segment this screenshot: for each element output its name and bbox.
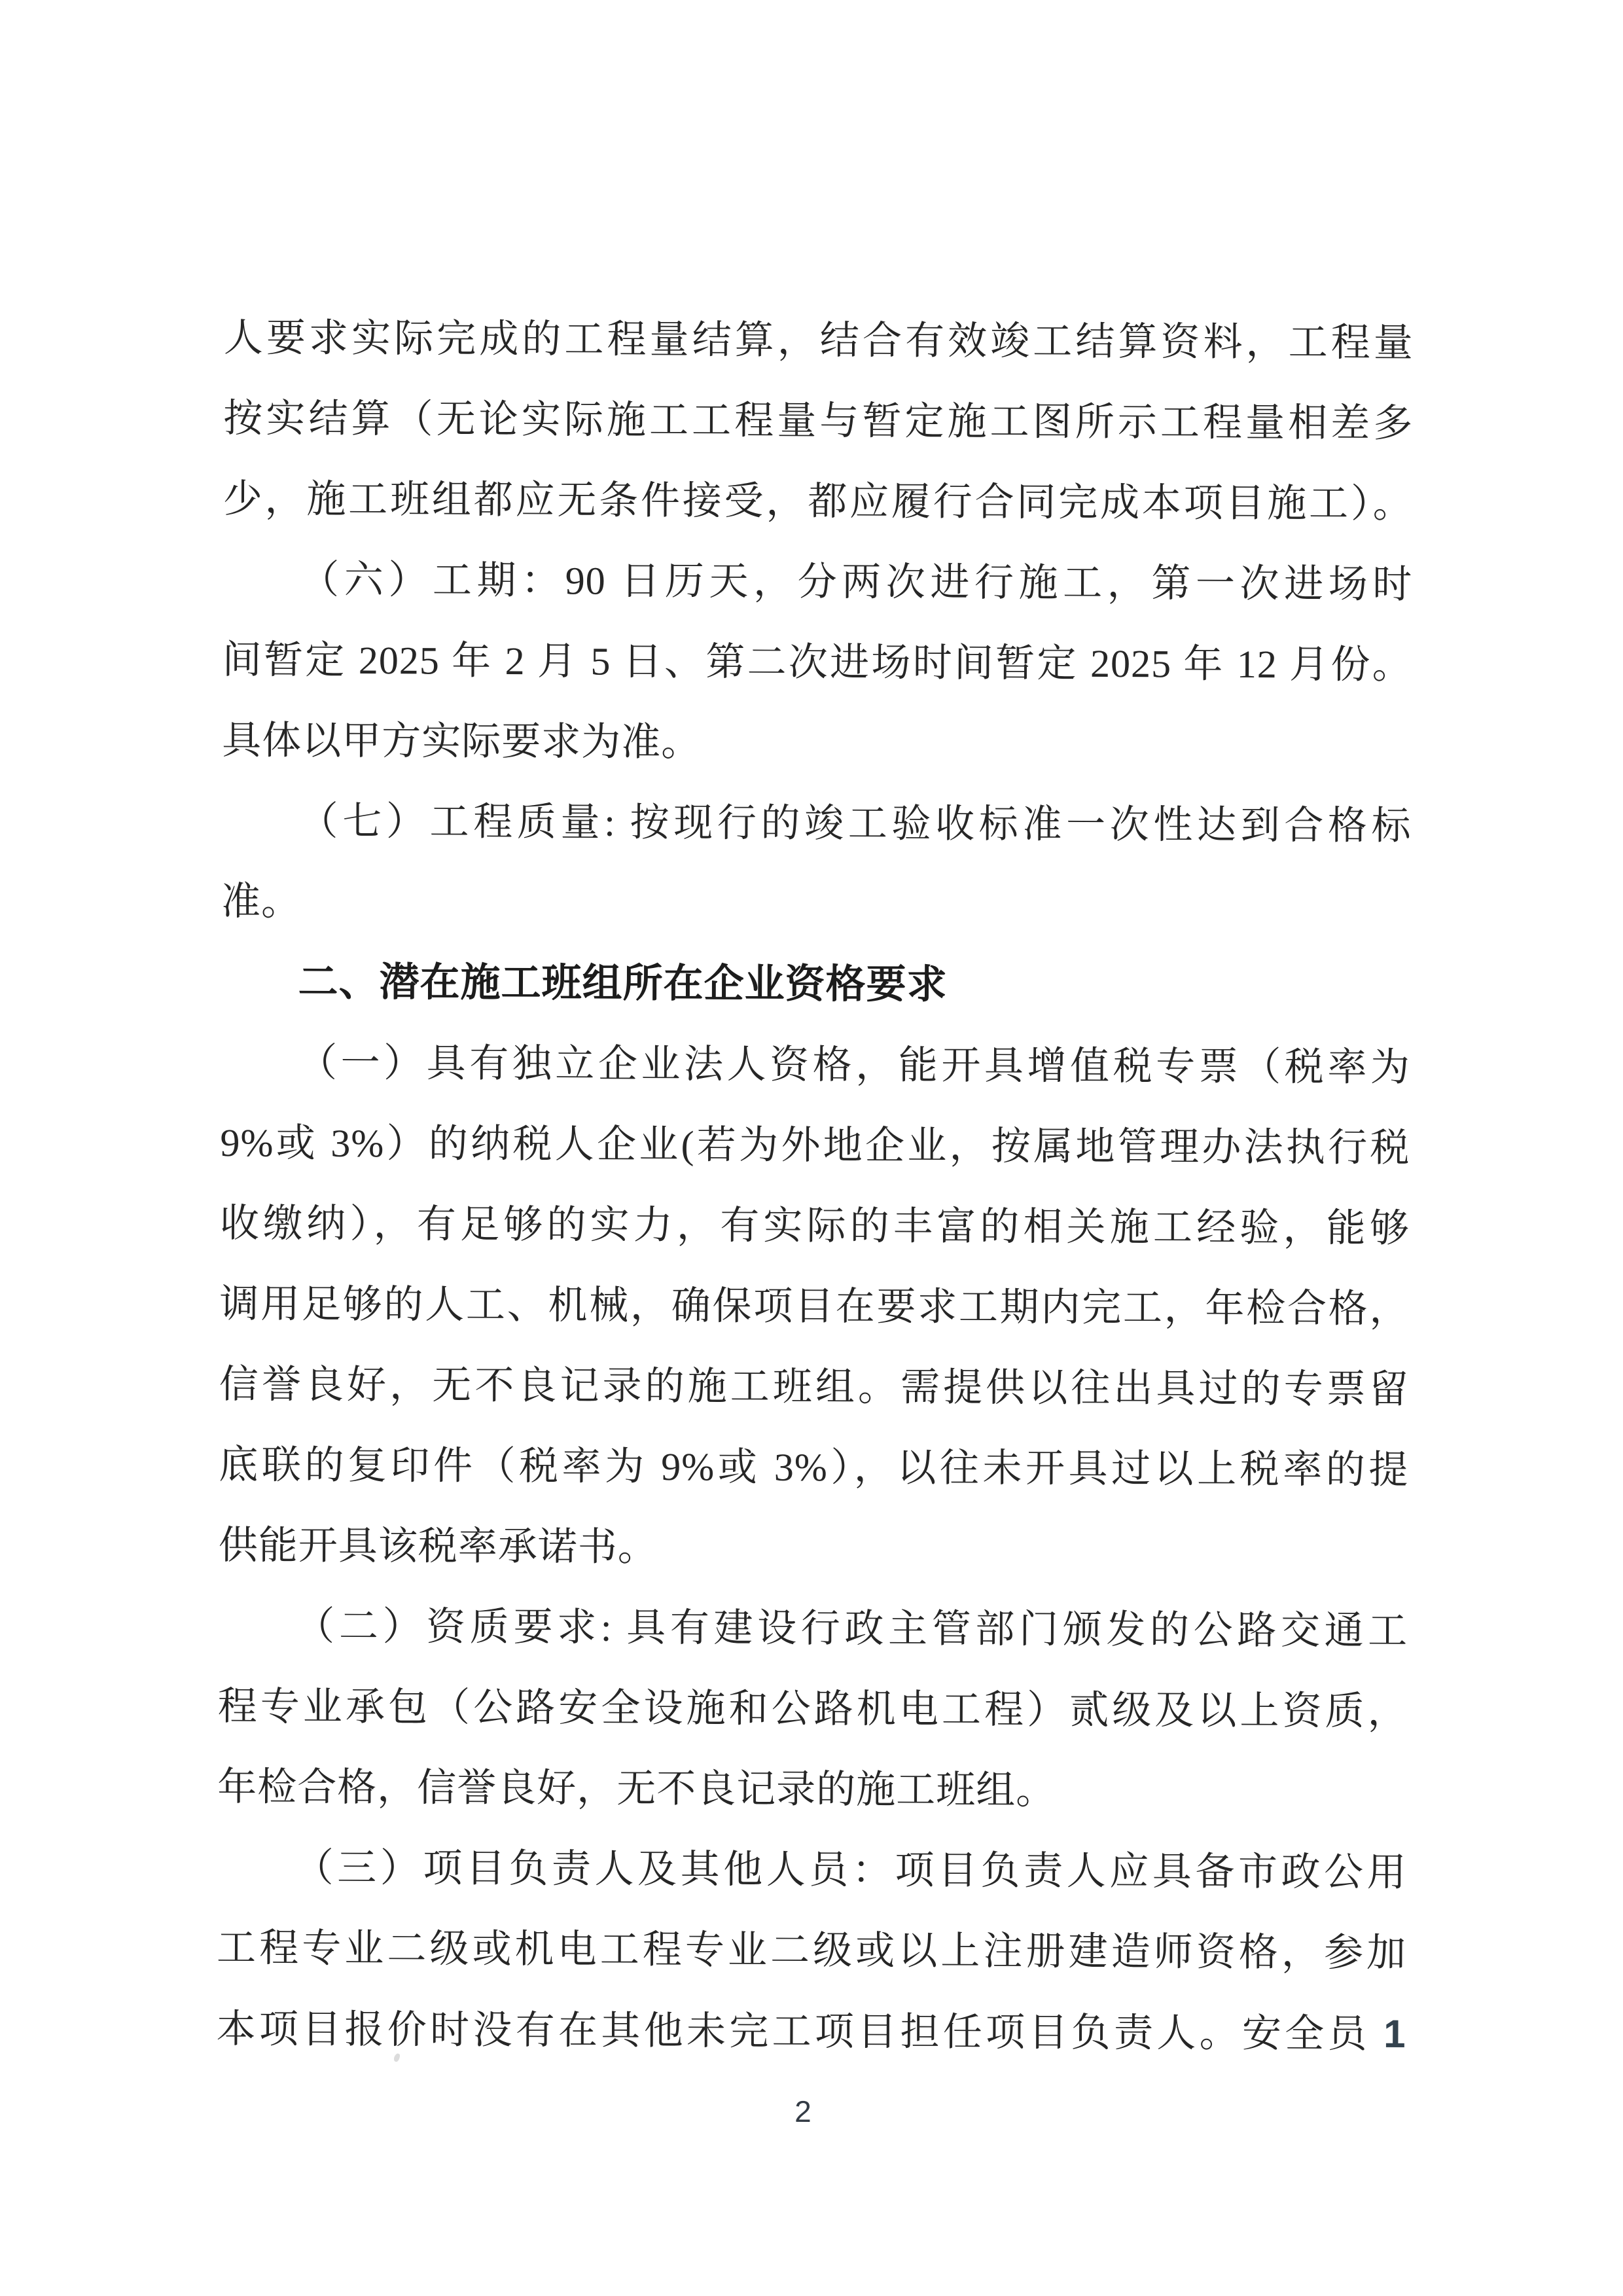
text-line — [223, 539, 1413, 625]
text-line — [223, 378, 1414, 464]
text-line — [223, 459, 1414, 545]
text-line — [219, 1505, 1409, 1591]
text-line — [224, 298, 1414, 384]
text-line — [222, 620, 1412, 706]
text-line — [219, 1425, 1409, 1511]
page-number: 2 — [794, 2094, 812, 2129]
text-line-content: 调用足够的人工、机械，确保项目在要求工期内完工，年检合格， — [219, 1282, 1410, 1331]
text-line-content: 按实结算（无论实际施工工程量与暂定施工图所示工程量相差多 — [223, 397, 1414, 446]
text-line-content: 程专业承包（公路安全设施和公路机电工程）贰级及以上资质， — [217, 1685, 1408, 1733]
text-line — [217, 1908, 1407, 1994]
document-body — [216, 298, 1414, 2074]
section-heading — [221, 942, 1411, 1028]
text-line-content: 准。 — [221, 880, 302, 924]
text-line-content: 间暂定 2025 年 2 月 5 日、第二次进场时间暂定 2025 年 12 月份。 — [222, 638, 1412, 687]
text-line-content: 供能开具该税率承诺书。 — [218, 1524, 658, 1569]
text-line-content: 少，施工班组都应无条件接受，都应履行合同完成本项目施工）。 — [223, 477, 1413, 526]
text-line-content: 9%或 3%）的纳税人企业(若为外地企业，按属地管理办法执行税 — [220, 1121, 1410, 1170]
text-line-content: （六）工期：90 日历天，分两次进行施工，第一次进场时 — [300, 558, 1413, 607]
accent-digit: 1 — [1383, 2011, 1406, 2056]
text-line — [221, 1022, 1411, 1108]
text-line — [220, 1183, 1410, 1269]
text-line-content: 二、潜在施工班组所在企业资格要求 — [298, 960, 948, 1007]
text-line-content: （三）项目负责人及其他人员：项目负责人应具备市政公用 — [294, 1846, 1407, 1894]
text-line-content: 年检合格，信誉良好，无不良记录的施工班组。 — [217, 1765, 1056, 1812]
text-line — [221, 781, 1412, 867]
text-line-content: 工程专业二级或机电工程专业二级或以上注册建造师资格，参加 — [216, 1926, 1407, 1975]
text-line-content: 人要求实际完成的工程量结算，结合有效竣工结算资料，工程量 — [223, 316, 1414, 365]
text-line — [218, 1586, 1408, 1672]
text-line-content: （一）具有独立企业法人资格，能开具增值税专票（税率为 — [297, 1041, 1411, 1089]
text-line — [222, 700, 1412, 786]
text-line — [219, 1264, 1410, 1350]
text-line — [217, 1666, 1408, 1752]
text-line — [219, 1344, 1410, 1430]
text-line — [220, 1103, 1410, 1189]
text-line-content: （七）工程质量: 按现行的竣工验收标准一次性达到合格标 — [298, 799, 1412, 848]
text-line-content: （二）资质要求: 具有建设行政主管部门颁发的公路交通工 — [295, 1604, 1408, 1653]
text-line-content: 本项目报价时没有在其他未完工项目担任项目负责人。安全员 — [216, 2007, 1384, 2056]
text-line — [221, 861, 1412, 947]
text-line-content: 底联的复印件（税率为 9%或 3%），以往未开具过以上税率的提 — [219, 1443, 1409, 1492]
text-line-content: 具体以甲方实际要求为准。 — [222, 719, 702, 764]
text-line-content: 信誉良好，无不良记录的施工班组。需提供以往出具过的专票留 — [219, 1363, 1410, 1411]
text-line — [217, 1827, 1407, 1913]
text-line — [217, 1747, 1408, 1833]
text-line-content: 收缴纳），有足够的实力，有实际的丰富的相关施工经验，能够 — [219, 1202, 1410, 1250]
